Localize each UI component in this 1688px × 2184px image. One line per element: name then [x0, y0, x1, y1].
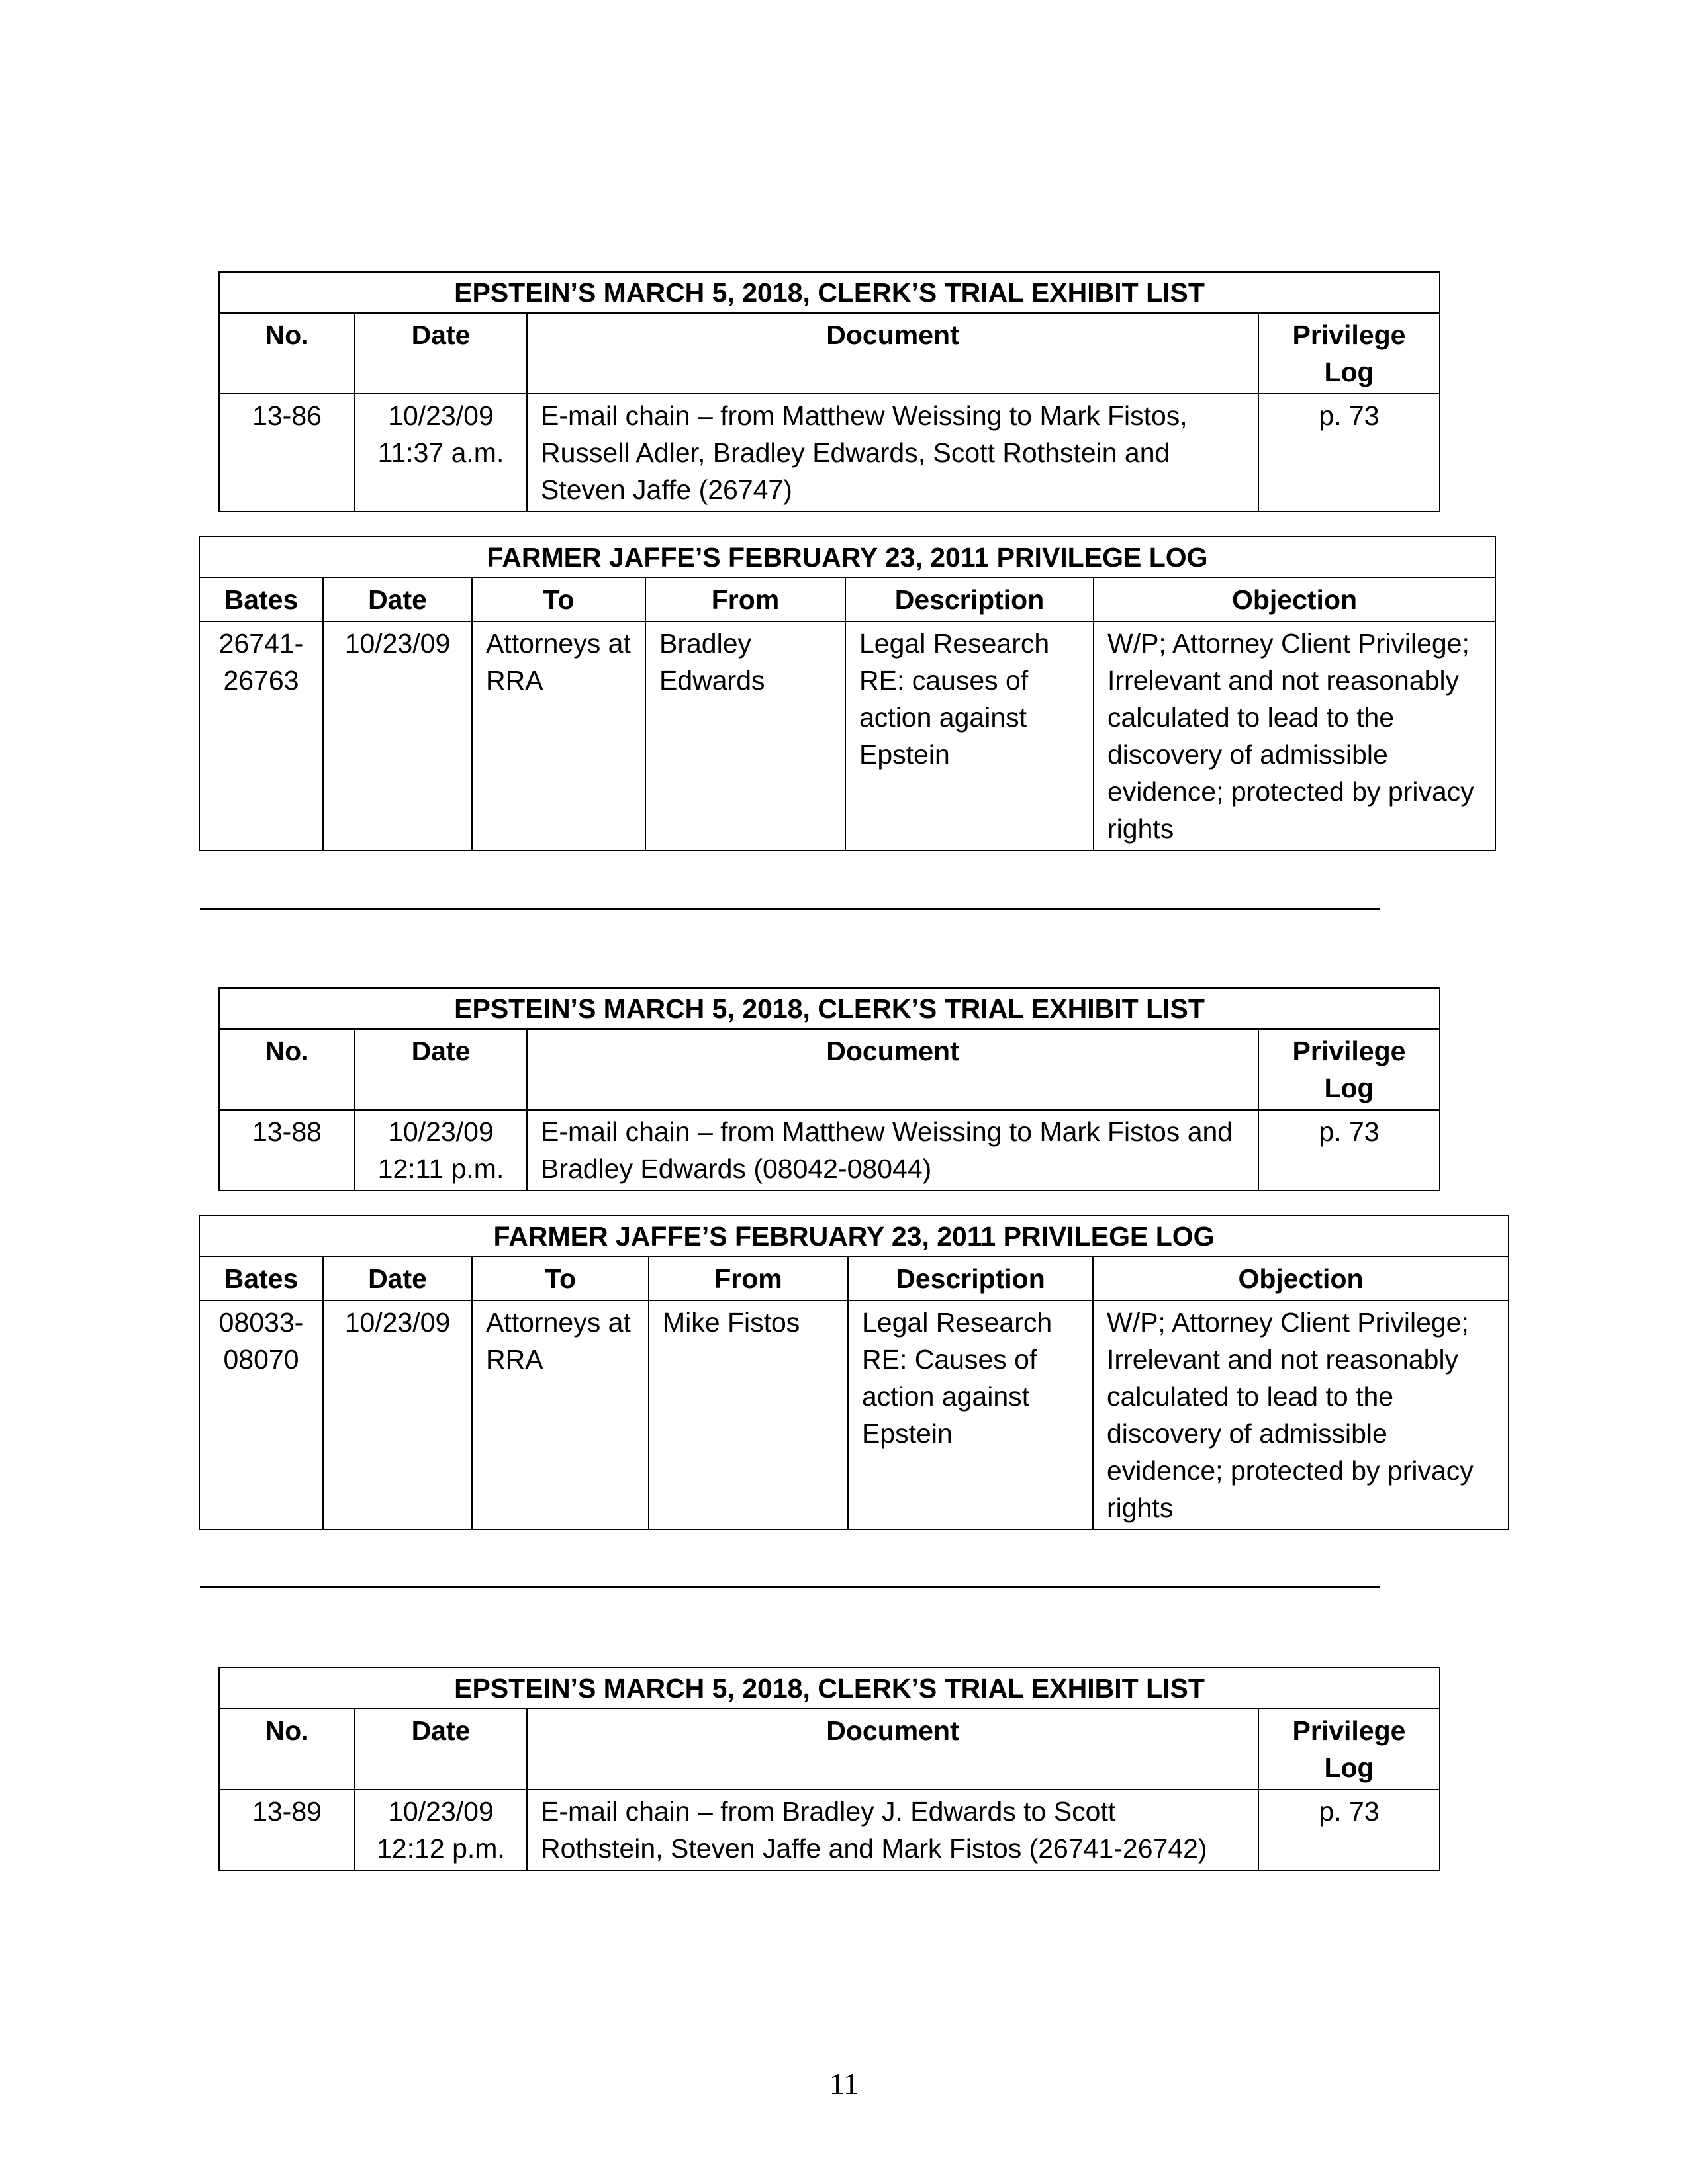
- log-to: Attorneys at RRA: [472, 1300, 649, 1529]
- exhibit-privilege-log: p. 73: [1258, 394, 1440, 512]
- col-header-to: To: [472, 578, 645, 621]
- privilege-log-table-2: [199, 1215, 1509, 1530]
- col-header-date: Date: [355, 1709, 527, 1790]
- col-header-description: Description: [845, 578, 1094, 621]
- col-header-from: From: [649, 1257, 848, 1300]
- page-number: 11: [829, 2067, 859, 2101]
- col-header-date: Date: [323, 578, 472, 621]
- bates-range: 26741-26763: [199, 621, 323, 850]
- col-header-no: No.: [219, 313, 355, 394]
- col-header-bates: Bates: [199, 1257, 323, 1300]
- col-header-date: Date: [355, 1029, 527, 1110]
- log-date: 10/23/09: [323, 1300, 472, 1529]
- log-objection: W/P; Attorney Client Privilege; Irrelevant and not reasonably calculated to lead to the discovery of admissible evidence; protected by privacy rights: [1094, 621, 1495, 850]
- privilege-log-title: FARMER JAFFE’S FEBRUARY 23, 2011 PRIVILEGE LOG: [199, 1216, 1509, 1257]
- col-header-no: No.: [219, 1709, 355, 1790]
- privilege-log-title: FARMER JAFFE’S FEBRUARY 23, 2011 PRIVILEGE LOG: [199, 537, 1495, 578]
- table-row: [199, 621, 1495, 850]
- col-header-date: Date: [355, 313, 527, 394]
- log-from: Mike Fistos: [649, 1300, 848, 1529]
- exhibit-date-cell: [355, 1790, 527, 1870]
- exhibit-list-title: EPSTEIN’S MARCH 5, 2018, CLERK’S TRIAL EXHIBIT LIST: [219, 988, 1440, 1029]
- log-to: Attorneys at RRA: [472, 621, 645, 850]
- col-header-objection: Objection: [1093, 1257, 1509, 1300]
- privilege-log-table-1: [199, 536, 1496, 851]
- col-header-description: Description: [848, 1257, 1093, 1300]
- col-header-to: To: [472, 1257, 649, 1300]
- exhibit-time: 12:12 p.m.: [377, 1833, 505, 1864]
- col-header-privilege-log: Privilege Log: [1258, 1029, 1440, 1110]
- col-header-privilege-log: Privilege Log: [1258, 1709, 1440, 1790]
- log-from: Bradley Edwards: [645, 621, 845, 850]
- col-header-bates: Bates: [199, 578, 323, 621]
- exhibit-list-table-3: [218, 1667, 1440, 1871]
- exhibit-number: 13-89: [219, 1790, 355, 1870]
- table-row: [219, 1790, 1440, 1870]
- col-header-document: Document: [527, 1709, 1258, 1790]
- log-objection: W/P; Attorney Client Privilege; Irrelevant and not reasonably calculated to lead to the discovery of admissible evidence; protected by privacy rights: [1093, 1300, 1509, 1529]
- log-description: Legal Research RE: Causes of action against Epstein: [848, 1300, 1093, 1529]
- exhibit-time: 12:11 p.m.: [377, 1154, 504, 1184]
- table-row: [219, 1110, 1440, 1191]
- exhibit-list-table-1: [218, 271, 1440, 512]
- exhibit-number: 13-86: [219, 394, 355, 512]
- exhibit-document: E-mail chain – from Matthew Weissing to Mark Fistos, Russell Adler, Bradley Edwards, Scott Rothstein and Steven Jaffe (26747): [527, 394, 1258, 512]
- table-row: [199, 1300, 1509, 1529]
- exhibit-date-cell: [355, 1110, 527, 1191]
- col-header-date: Date: [323, 1257, 472, 1300]
- col-header-privilege-log: Privilege Log: [1258, 313, 1440, 394]
- section-divider: [200, 1586, 1380, 1588]
- exhibit-date: 10/23/09: [388, 1116, 494, 1147]
- exhibit-list-title: EPSTEIN’S MARCH 5, 2018, CLERK’S TRIAL EXHIBIT LIST: [219, 1668, 1440, 1709]
- exhibit-list-table-2: [218, 987, 1440, 1191]
- col-header-from: From: [645, 578, 845, 621]
- col-header-document: Document: [527, 313, 1258, 394]
- exhibit-number: 13-88: [219, 1110, 355, 1191]
- log-description: Legal Research RE: causes of action against Epstein: [845, 621, 1094, 850]
- exhibit-privilege-log: p. 73: [1258, 1790, 1440, 1870]
- bates-range: 08033-08070: [199, 1300, 323, 1529]
- exhibit-date: 10/23/09: [388, 1796, 494, 1827]
- table-row: [219, 394, 1440, 512]
- col-header-no: No.: [219, 1029, 355, 1110]
- exhibit-date-cell: [355, 394, 527, 512]
- col-header-objection: Objection: [1094, 578, 1495, 621]
- col-header-document: Document: [527, 1029, 1258, 1110]
- exhibit-list-title: EPSTEIN’S MARCH 5, 2018, CLERK’S TRIAL EXHIBIT LIST: [219, 272, 1440, 313]
- exhibit-date: 10/23/09: [388, 400, 494, 431]
- exhibit-document: E-mail chain – from Matthew Weissing to Mark Fistos and Bradley Edwards (08042-08044): [527, 1110, 1258, 1191]
- section-divider: [200, 908, 1380, 910]
- exhibit-time: 11:37 a.m.: [377, 437, 504, 468]
- log-date: 10/23/09: [323, 621, 472, 850]
- exhibit-document: E-mail chain – from Bradley J. Edwards to Scott Rothstein, Steven Jaffe and Mark Fistos (26741-26742): [527, 1790, 1258, 1870]
- exhibit-privilege-log: p. 73: [1258, 1110, 1440, 1191]
